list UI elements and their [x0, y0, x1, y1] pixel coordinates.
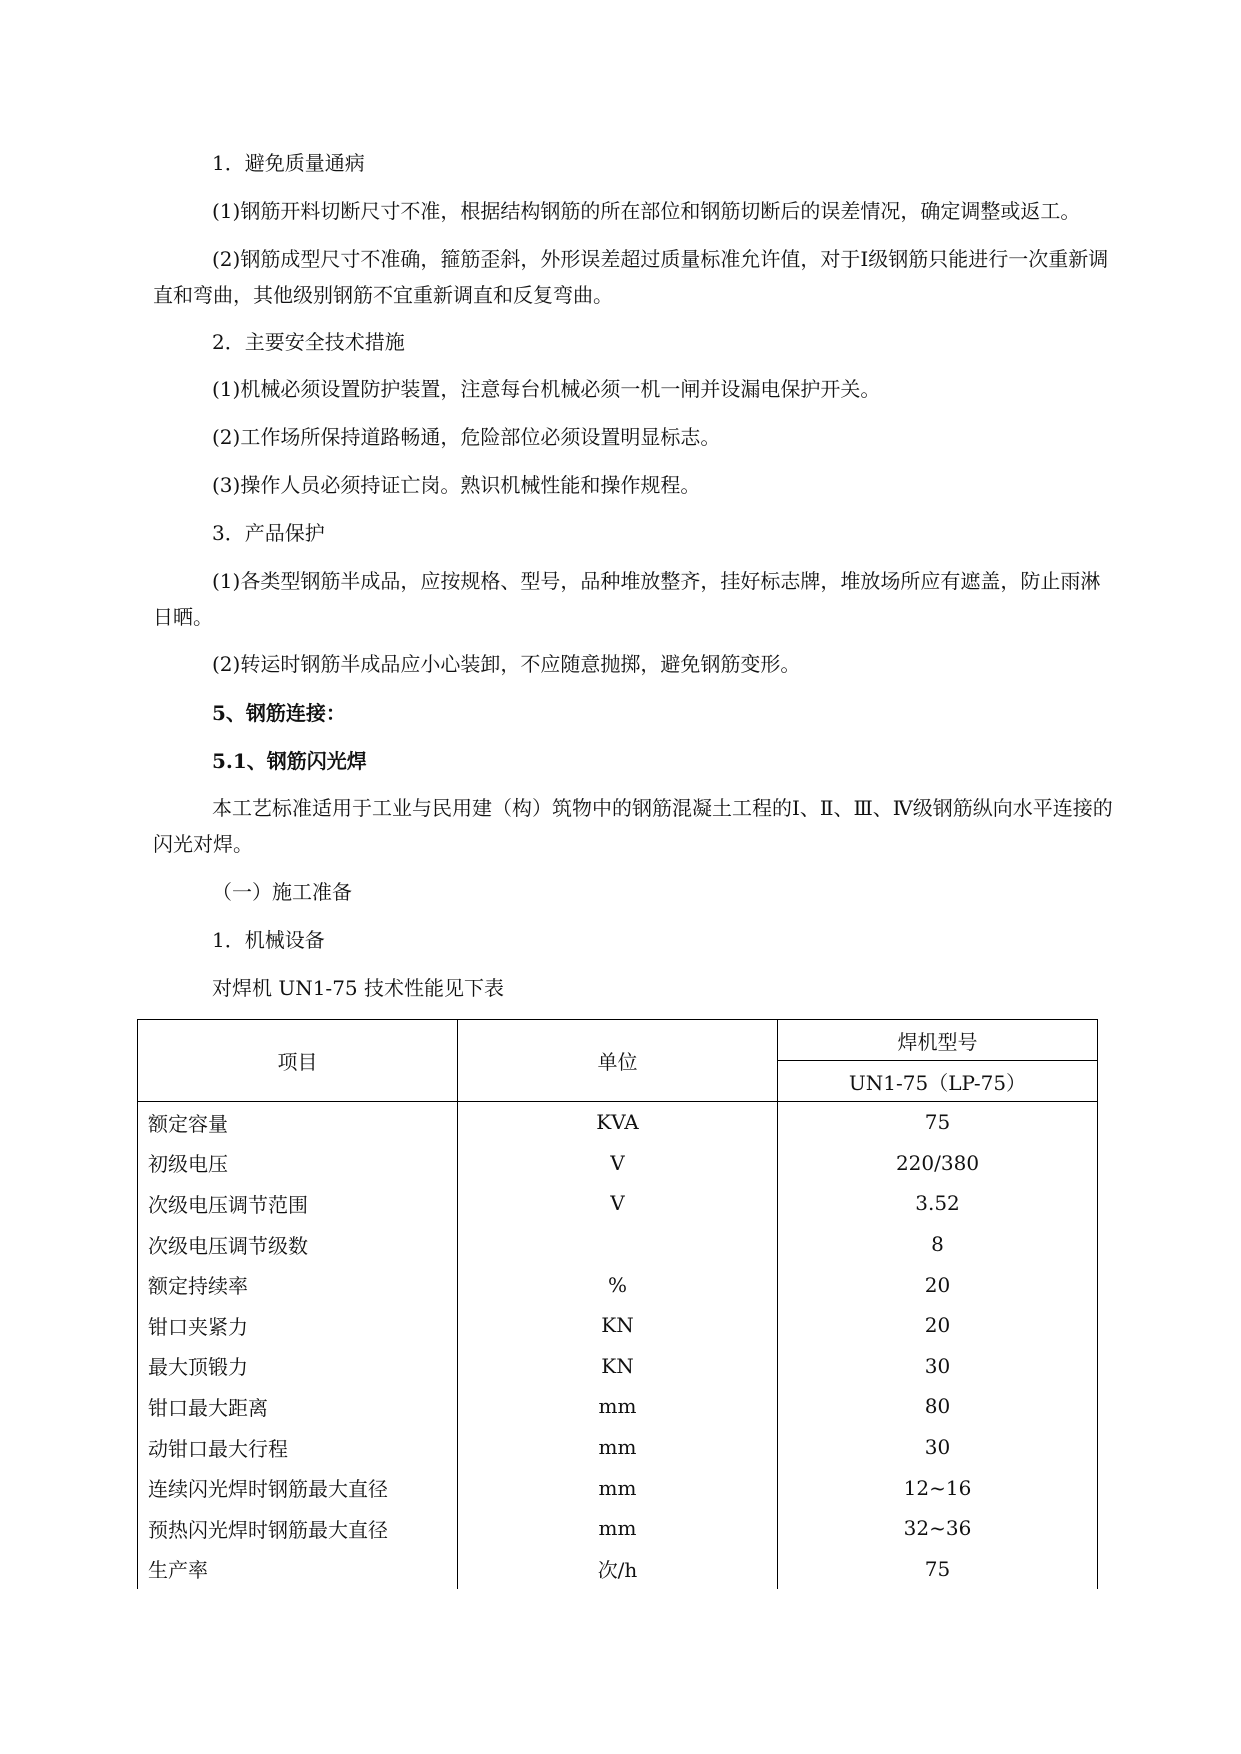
cell-item-name: 初级电压 [138, 1143, 458, 1184]
cell-unit: mm [458, 1427, 778, 1468]
cell-value: 30 [778, 1427, 1098, 1468]
table-header-row [138, 1020, 1098, 1061]
table-row [138, 1346, 1098, 1387]
cell-item-name: 钳口最大距离 [138, 1386, 458, 1427]
cell-item-name: 预热闪光焊时钢筋最大直径 [138, 1508, 458, 1549]
cell-value: 30 [778, 1346, 1098, 1387]
table-row [138, 1102, 1098, 1143]
table-row [138, 1143, 1098, 1184]
table-body [138, 1102, 1098, 1590]
subsection-heading-flash-welding: 5.1、钢筋闪光焊 [212, 749, 367, 773]
heading-avoid-quality-defects: 1．避免质量通病 [212, 151, 365, 175]
cell-item-name: 钳口夹紧力 [138, 1305, 458, 1346]
cell-value: 12~16 [778, 1467, 1098, 1508]
table-row [138, 1467, 1098, 1508]
table-row [138, 1183, 1098, 1224]
table-row [138, 1427, 1098, 1468]
table-row [138, 1508, 1098, 1549]
table-row [138, 1224, 1098, 1265]
cell-unit [458, 1224, 778, 1265]
cell-unit: KN [458, 1305, 778, 1346]
cell-unit: V [458, 1183, 778, 1224]
table-row [138, 1386, 1098, 1427]
section-heading-rebar-connection: 5、钢筋连接： [212, 701, 346, 725]
table-row [138, 1549, 1098, 1590]
cell-item-name: 额定容量 [138, 1102, 458, 1143]
paragraph-forming-size: (2)钢筋成型尺寸不准确，箍筋歪斜，外形误差超过质量标准允许值，对于Ⅰ级钢筋只能进行一次重新调直和弯曲，其他级别钢筋不宜重新调直和反复弯曲。 [153, 247, 1109, 307]
cell-item-name: 连续闪光焊时钢筋最大直径 [138, 1467, 458, 1508]
heading-safety-measures: 2．主要安全技术措施 [212, 330, 405, 354]
cell-value: 220/380 [778, 1143, 1098, 1184]
paragraph-safety-2: (2)工作场所保持道路畅通，危险部位必须设置明显标志。 [212, 425, 721, 449]
cell-item-name: 次级电压调节级数 [138, 1224, 458, 1265]
cell-item-name: 最大顶锻力 [138, 1346, 458, 1387]
cell-item-name: 动钳口最大行程 [138, 1427, 458, 1468]
cell-value: 80 [778, 1386, 1098, 1427]
cell-unit: % [458, 1264, 778, 1305]
cell-unit: 次/h [458, 1549, 778, 1590]
cell-value: 20 [778, 1305, 1098, 1346]
table-caption: 对焊机 UN1-75 技术性能见下表 [212, 976, 505, 1000]
header-model: UN1-75（LP-75） [778, 1061, 1098, 1102]
cell-item-name: 次级电压调节范围 [138, 1183, 458, 1224]
cell-value: 75 [778, 1549, 1098, 1590]
paragraph-cutting-size: (1)钢筋开料切断尺寸不准，根据结构钢筋的所在部位和钢筋切断后的误差情况，确定调整或返工。 [212, 199, 1081, 223]
paragraph-safety-3: (3)操作人员必须持证亡岗。熟识机械性能和操作规程。 [212, 473, 701, 497]
header-item: 项目 [138, 1020, 458, 1102]
cell-unit: KN [458, 1346, 778, 1387]
paragraph-protection-2: (2)转运时钢筋半成品应小心装卸，不应随意抛掷，避免钢筋变形。 [212, 652, 801, 676]
header-unit: 单位 [458, 1020, 778, 1102]
cell-unit: V [458, 1143, 778, 1184]
cell-unit: KVA [458, 1102, 778, 1143]
paragraph-protection-1: (1)各类型钢筋半成品，应按规格、型号，品种堆放整齐，挂好标志牌，堆放场所应有遮盖，防止雨淋日晒。 [153, 569, 1101, 629]
paragraph-scope: 本工艺标准适用于工业与民用建（构）筑物中的钢筋混凝土工程的Ⅰ、Ⅱ、Ⅲ、Ⅳ级钢筋纵向水平连接的闪光对焊。 [153, 796, 1113, 856]
welder-spec-table [137, 1019, 1098, 1589]
cell-unit: mm [458, 1386, 778, 1427]
cell-item-name: 生产率 [138, 1549, 458, 1590]
cell-value: 3.52 [778, 1183, 1098, 1224]
cell-value: 8 [778, 1224, 1098, 1265]
cell-value: 20 [778, 1264, 1098, 1305]
table-row [138, 1305, 1098, 1346]
paragraph-safety-1: (1)机械必须设置防护装置，注意每台机械必须一机一闸并设漏电保护开关。 [212, 377, 881, 401]
cell-value: 32~36 [778, 1508, 1098, 1549]
cell-unit: mm [458, 1467, 778, 1508]
cell-unit: mm [458, 1508, 778, 1549]
heading-machinery: 1．机械设备 [212, 928, 325, 952]
cell-item-name: 额定持续率 [138, 1264, 458, 1305]
table-row [138, 1264, 1098, 1305]
cell-value: 75 [778, 1102, 1098, 1143]
heading-construction-preparation: （一）施工准备 [212, 880, 352, 904]
header-model-group: 焊机型号 [778, 1020, 1098, 1061]
heading-product-protection: 3．产品保护 [212, 521, 325, 545]
